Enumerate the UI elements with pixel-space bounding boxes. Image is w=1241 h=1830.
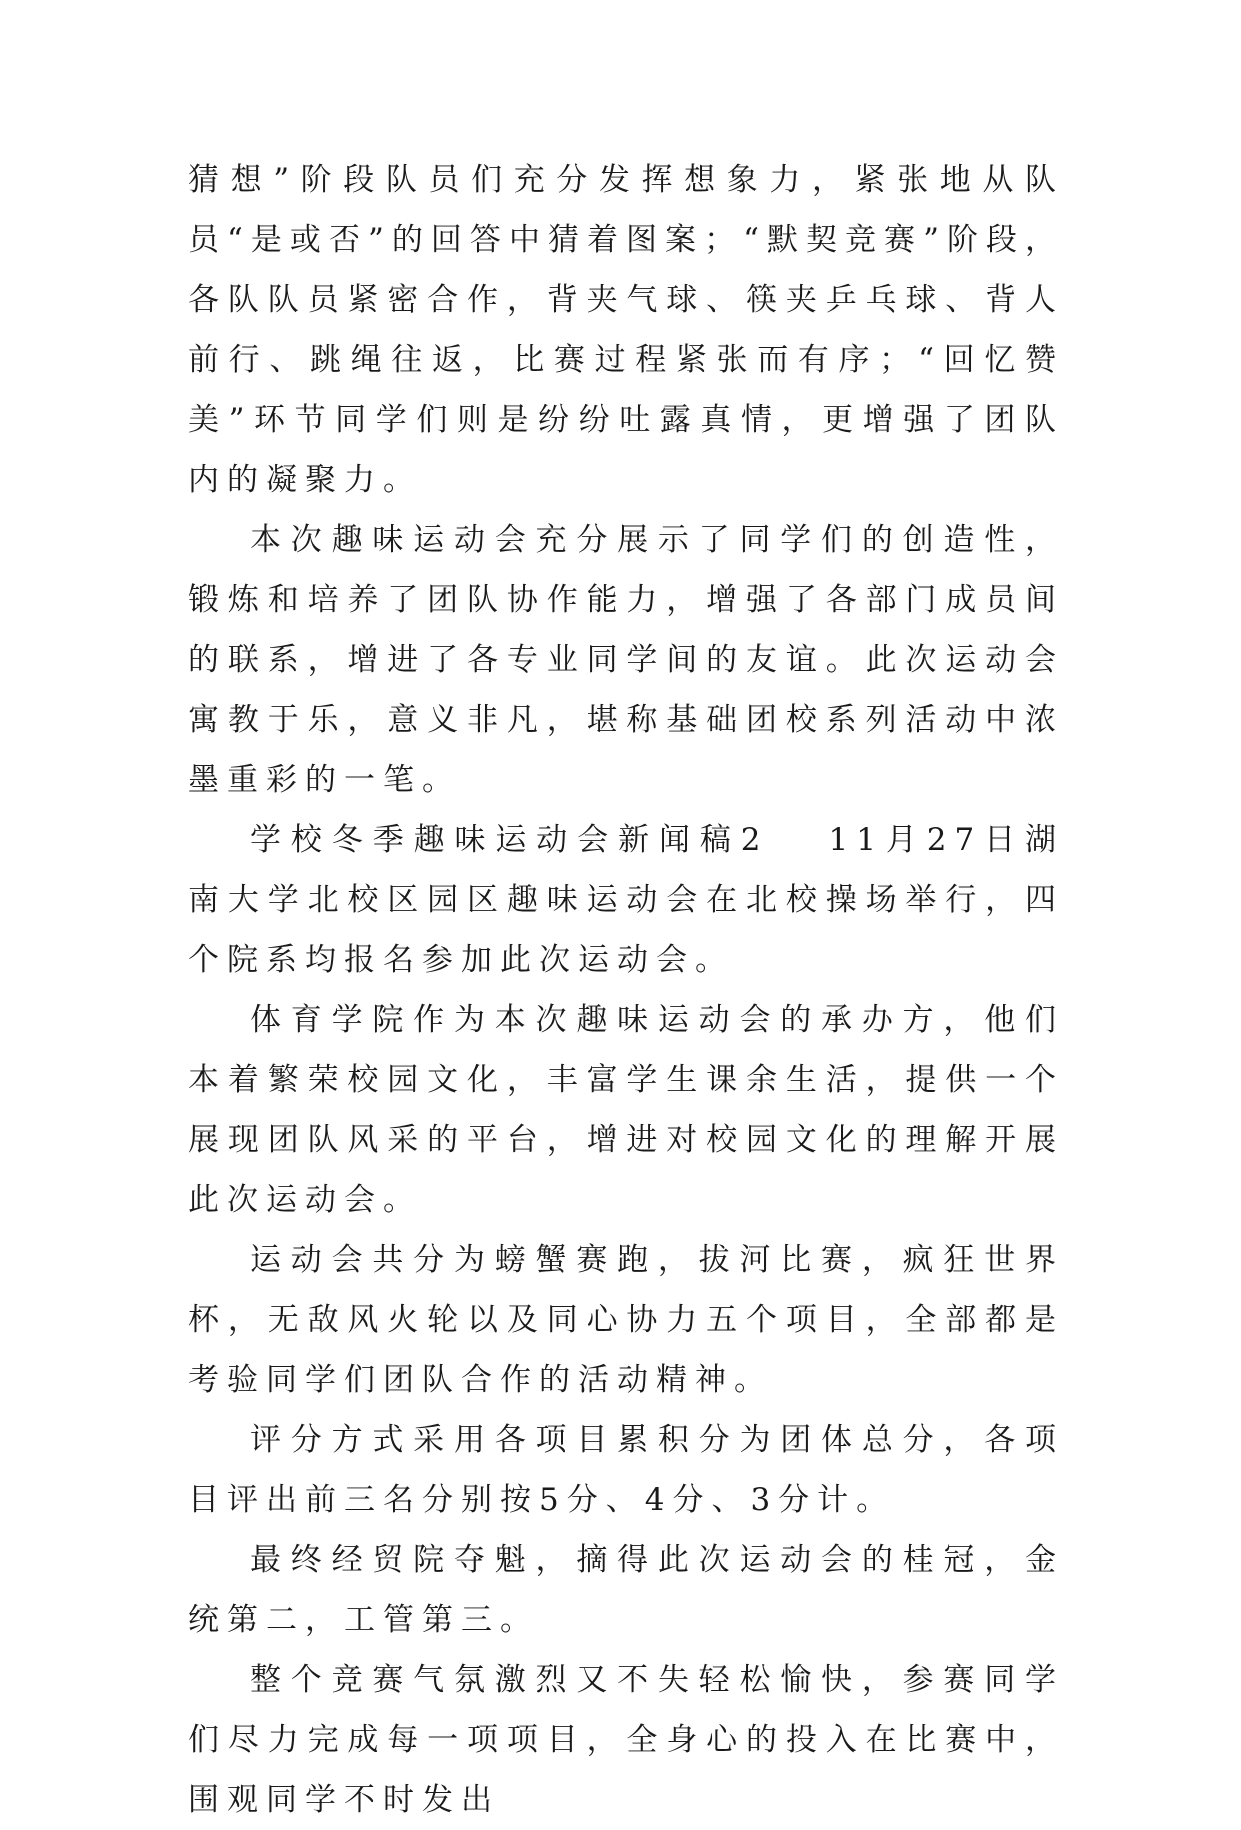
paragraph-5: 运动会共分为螃蟹赛跑，拔河比赛，疯狂世界杯，无敌风火轮以及同心协力五个项目，全部都是考验同学们团队合作的活动精神。 (188, 1242, 1064, 1398)
paragraph-3-body: 11月27日湖南大学北校区园区趣味运动会在北校操场举行，四个院系均报名参加此次运动会。 (188, 822, 1064, 978)
document-body (188, 150, 1064, 1830)
article-title: 学校冬季趣味运动会新闻稿2 (250, 822, 769, 858)
paragraph-2: 本次趣味运动会充分展示了同学们的创造性，锻炼和培养了团队协作能力，增强了各部门成员间的联系，增进了各专业同学间的友谊。此次运动会寓教于乐，意义非凡，堪称基础团校系列活动中浓墨重彩的一笔。 (188, 522, 1064, 798)
paragraph-8: 整个竞赛气氛激烈又不失轻松愉快，参赛同学们尽力完成每一项项目，全身心的投入在比赛中，围观同学不时发出 (188, 1662, 1064, 1818)
paragraph-3 (188, 810, 1064, 990)
paragraph-1: 猜想”阶段队员们充分发挥想象力，紧张地从队员“是或否”的回答中猜着图案；“默契竞赛”阶段，各队队员紧密合作，背夹气球、筷夹乒乓球、背人前行、跳绳往返，比赛过程紧张而有序；“回忆赞美”环节同学们则是纷纷吐露真情，更增强了团队内的凝聚力。 (188, 162, 1064, 498)
paragraph-4: 体育学院作为本次趣味运动会的承办方，他们本着繁荣校园文化，丰富学生课余生活，提供一个展现团队风采的平台，增进对校园文化的理解开展此次运动会。 (188, 1002, 1064, 1218)
paragraph-7: 最终经贸院夺魁，摘得此次运动会的桂冠，金统第二，工管第三。 (188, 1542, 1064, 1638)
paragraph-6: 评分方式采用各项目累积分为团体总分，各项目评出前三名分别按5分、4分、3分计。 (188, 1422, 1064, 1518)
